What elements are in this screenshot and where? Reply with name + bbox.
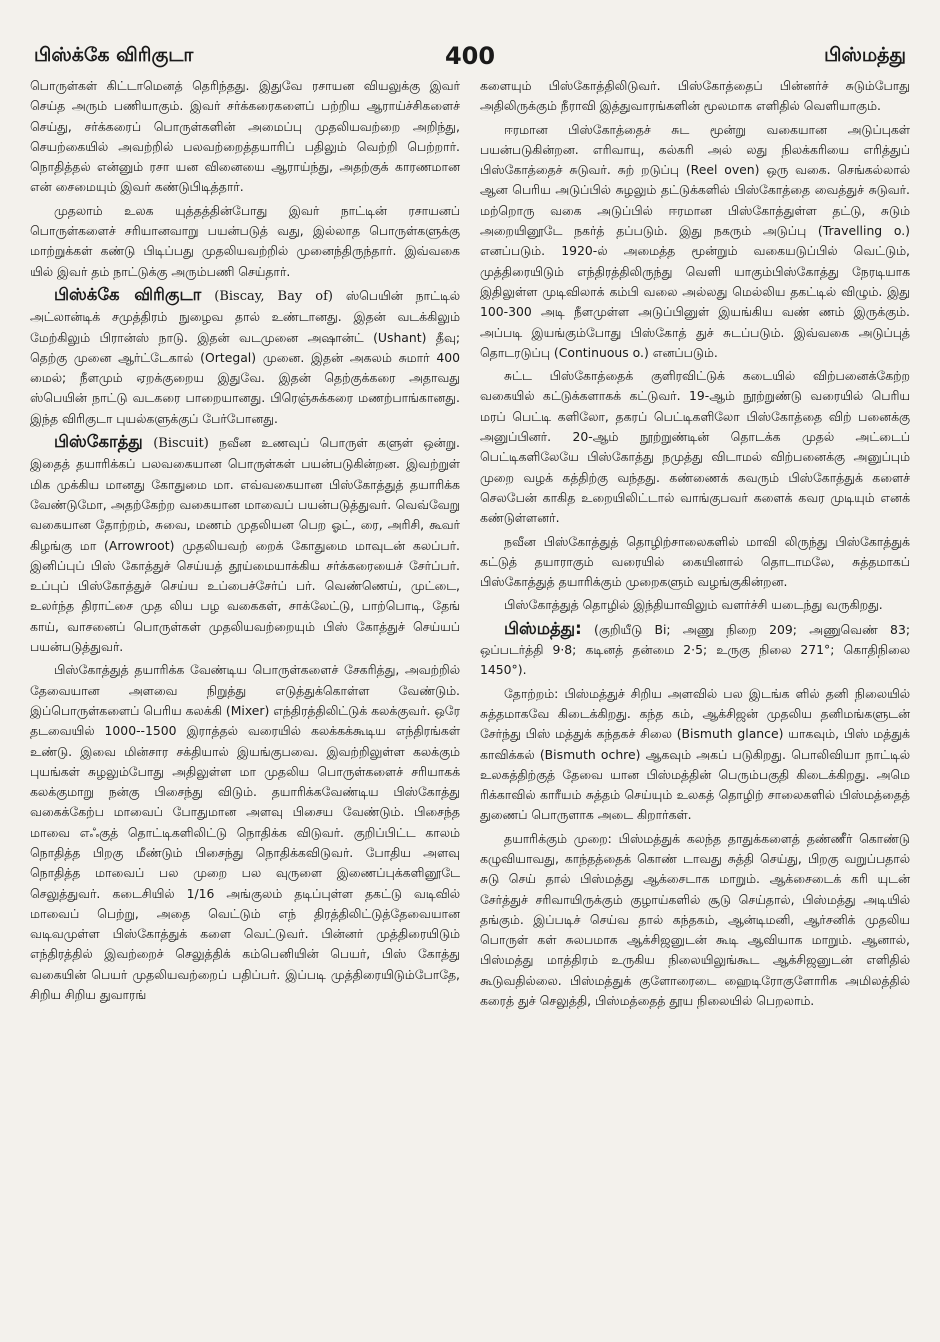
entry-latin-name: (Biscay, Bay of) bbox=[201, 288, 333, 304]
entry-bismuth bbox=[480, 619, 910, 681]
entry-text: (குறியீடு Bi; அணு நிறை 209; அணுவெண் 83; ஒப்படர்த்தி 9·8; கடினத் தன்மை 2·5; உருகு நிலை 271°; கொதிநிலை 1450°). bbox=[480, 621, 910, 678]
paragraph: முதலாம் உலக யுத்தத்தின்போது இவர் நாட்டின் ரசாயனப் பொருள்களைச் சரியானவாறு பயன்படுத் வது, இல்லாத பொருள்களுக்கு மாற்றுக்கள் கண்டு பிடிப்பது முதலியவற்றில் முனைந்திருந்தார். இவ்வகை யில் இவர் தம் நாட்டுக்கு அரும்பணி செய்தார். bbox=[30, 202, 460, 279]
entry-biscuit bbox=[30, 432, 460, 657]
entry-text: நவீன உணவுப் பொருள் களுள் ஒன்று. இதைத் தயாரிக்கப் பலவகையான பொருள்கள் பயன்படுகின்றன. இவற்றுள் மிக முக்கிய மானது கோதுமை மா. எவ்வகையான பிஸ்கோத்துத் தயாரிக்க வேண்டுமோ, அதற்கேற்ற வகையான மாவைப் பயன்படுத்துவர். வெவ்வேறு வகையான தோற்றம், சுவை, மணம் முதலியன பெற ஓட், ரை, அரிசி, கூவர் கிழங்கு மா (Arrowroot) முதலியவற் றைக் கோதுமை மாவுடன் கலப்பர். இனிப்புப் பிஸ் கோத்துச் செய்யத் தூய்மையாக்கிய சர்க்கரையைச் சேர்ப்பர். உப்புப் பிஸ்கோத்துச் செய்ய உப்பைச்சேர்ப் பர். வெண்ணெய், முட்டை, உலர்ந்த திராட்சை முத லிய பழ வகைகள், சாக்லேட்டு, பாற்பொடி, தேங் காய், வாசனைப் பொருள்கள் முதலியவற்றையும் பிஸ் கோத்துச் செய்யப் பயன்படுத்துவர். bbox=[30, 435, 460, 655]
header-right-title: பிஸ்மத்து bbox=[824, 44, 906, 66]
paragraph: தயாரிக்கும் முறை: பிஸ்மத்துக் கலந்த தாதுக்களைத் தண்ணீர் கொண்டு கழுவியாவது, காந்தத்தைக் கொண் டாவது சுத்தி செய்து, பிறகு வறுப்பதால் சுடு செய் தால் பிஸ்மத்து ஆக்சைடாக மாறும். ஆக்சைடைக் கரி யுடன் சேர்த்துச் சரிவாயிருக்கும் குழாய்களில் சூடு செய்தால், பிஸ்மத்து அடியில் தங்கும். இப்படிச் செய்வ தால் கந்தகம், ஆன்டிமனி, ஆர்சனிக் முதலிய பொருள் கள் சுலபமாக ஆக்சிஜனுடன் கூடி ஆவியாக மாறும். ஆனால், பிஸ்மத்து மாத்திரம் உருகிய நிலையிலுங்கூட ஆக்சிஜனுடன் எளிதில் கூடுவதில்லை. பிஸ்மத்துக் குளோரைடை ஹைடிரோகுளோரிக அமிலத்தில் கரைத் துச் செலுத்தி, பிஸ்மத்தைத் தூய நிலையில் பெறலாம். bbox=[480, 830, 910, 1009]
paragraph: சுட்ட பிஸ்கோத்தைக் குளிரவிட்டுக் கடையில் விற்பனைக்கேற்ற வகையில் கட்டுக்களாகக் கட்டுவர். 19-ஆம் நூற்றுண்டு வரையில் பெரிய மரப் பெட்டி களிலோ, தகரப் பெட்டிகளிலோ பிஸ்கோத்தை விற் பனைக்கு அனுப்பினர். 20-ஆம் நூற்றுண்டின் தொடக்க முதல் அட்டைப் பெட்டிகளிலேயே பிஸ்கோத்து நமுத்து விடாமல் விற்பனைக்கு அனுப்பும் முறை வழக் கத்திற்கு வந்தது. கண்ணைக் கவரும் பிஸ்கோத்துக் களைச் செலபேன் காகித உறையிலிட்டால் வாங்குபவர் களைக் கவர முடியும் எனக் கண்டுள்ளனர். bbox=[480, 368, 910, 526]
entry-heading: பிஸ்க்கே விரிகுடா bbox=[54, 284, 202, 304]
paragraph: பொருள்கள் கிட்டாமெனத் தெரிந்தது. இதுவே ரசாயன வியலுக்கு இவர் செய்த அரும் பணியாகும். இவர் சர்க்கரைகளைப் பற்றிய ஆராய்ச்சிகளைச் செய்து, சர்க்கரைப் பொருள்களின் அமைப்பு முதலியவற்றை அறிந்து, செயற்கையில் அவற்றில் பலவற்றைத்தயாரிப் பதிலும் வெற்றி பெற்றார். நொதித்தல் என்னும் ரசா யன வினையை ஆராய்ந்து, அதற்குக் காரணமான என் சைமையும் இவர் கண்டுபிடித்தார். bbox=[30, 78, 460, 195]
page-header bbox=[30, 28, 910, 74]
right-column bbox=[480, 76, 910, 1014]
entry-biscay bbox=[30, 285, 460, 429]
two-column-body bbox=[30, 76, 910, 1014]
entry-latin-name: (Biscuit) bbox=[142, 436, 209, 452]
paragraph: பிஸ்கோத்துத் தொழில் இந்தியாவிலும் வளர்ச்சி யடைந்து வருகிறது. bbox=[504, 597, 883, 613]
paragraph: களையும் பிஸ்கோத்திலிடுவர். பிஸ்கோத்தைப் பின்னர்ச் சுடும்போது அதிலிருக்கும் நீராவி இத்துவாரங்களின் மூலமாக எளிதில் வெளியாகும். bbox=[480, 78, 910, 114]
entry-heading: பிஸ்கோத்து bbox=[54, 432, 143, 452]
page-number: 400 bbox=[444, 42, 496, 70]
paragraph: ஈரமான பிஸ்கோத்தைச் சுட மூன்று வகையான அடுப்புகள் பயன்படுகின்றன. எரிவாயு, கல்கரி அல் லது நிலக்கரியை எரித்துப் பிஸ்கோத்தைச் சுடுவர். சுற் றடுப்பு (Reel oven) ஒரு வகை. செங்கல்லால் ஆன பெரிய அடுப்பில் சுழலும் தட்டுக்களில் பிஸ்கோத்தை வைத்துச் சுடுவர். மற்றொரு வகை அடுப்பில் ஈரமான பிஸ்கோத்துள்ள தட்டு, சுடும் அறையினூடே நகர்த் தப்படும். இது நகரும் அடுப்பு (Travelling o.) எனப்படும். 1920-ல் அமைத்த மூன்றும் வகையடுப்பில் வெட்டும், முத்திரையிடும் எந்திரத்திலிருந்து வெளி யாகும்பிஸ்கோத்து நேரடியாக இதிலுள்ள முடிவிலாக் கம்பி வலை அல்லது மெல்லிய தகட்டில் விழும். இது 100-300 அடி நீளமுள்ள அடுப்பினுள் இயங்கிய வண் ணம் இருக்கும். அப்படி இயங்கும்போது பிஸ்கோத் துச் சுடப்படும். இவ்வகை அடுப்புத் தொடரடுப்பு (Continuous o.) எனப்படும். bbox=[480, 121, 910, 360]
paragraph: நவீன பிஸ்கோத்துத் தொழிற்சாலைகளில் மாவி லிருந்து பிஸ்கோத்துக் கட்டுத் தயாராகும் வரையில் கையினால் தொடாமலே, சுத்தமாகப் பிஸ்கோத்துத் தயாரிக்கும் முறைகளும் வழங்குகின்றன. bbox=[480, 533, 910, 590]
entry-text: ஸ்பெயின் நாட்டில் அட்லான்டிக் சமுத்திரம் நுழைவ தால் உண்டானது. இதன் வடக்கிலும் மேற்கிலும் பிரான்ஸ் நாடு. இதன் வடமுனை அஷான்ட் (Ushant) தீவு; தெற்கு முனை ஆர்ட்டேகால் (Ortegal) முனை. இதன் அகலம் சுமார் 400 மைல்; நீளமும் ஏறக்குறைய இதுவே. இதன் தெற்குக்கரை அதாவது ஸ்பெயின் நாட்டு வடகரை பாறையானது. பிரெஞ்சுக்கரை மணற்பாங்கானது. இந்த விரிகுடா புயல்களுக்குப் பேர்போனது. bbox=[30, 287, 461, 426]
header-left-title: பிஸ்க்கே விரிகுடா bbox=[34, 44, 194, 66]
left-column bbox=[30, 76, 460, 1014]
paragraph: பிஸ்கோத்துத் தயாரிக்க வேண்டிய பொருள்களைச் சேகரித்து, அவற்றில் தேவையான அளவை நிறுத்து எடுத்துக்கொள்ள வேண்டும். இப்பொருள்களைப் பெரிய கலக்கி (Mixer) எந்திரத்திலிட்டுக் கலக்குவர். ஒரே தடவையில் 1000--1500 இராத்தல் வரையில் கலக்கக்கூடிய எந்திரங்கள் உண்டு. இவை மின்சார சக்தியால் இயங்குபவை. இவற்றிலுள்ள கலக்கும் புயங்கள் சுழலும்போது அதிலுள்ள மா முதலிய பொருள்களைச் சரியாகக் கலக்குமாறு நன்கு பிசைந்து விடும். தயாரிக்கவேண்டிய பிஸ்கோத்து வகைக்கேற்ப மாவைப் போதுமான அளவு பிசைய வேண்டும். பிசைந்த மாவை எஃகுத் தொட்டிகளிலிட்டு நொதிக்க விடுவர். குறிப்பிட்ட காலம் நொதித்த பிறகு மீண்டும் பிசைந்து நொதிக்கவிடுவர். போதிய அளவு நொதித்த மாவைப் பல முறை பல வுருளை இணைப்புக்களினூடே செலுத்துவர். கடைசியில் 1/16 அங்குலம் தடிப்புள்ள தகட்டு வடிவில் மாவைப் பெற்று, அதை வெட்டும் எந் திரத்திலிட்டுத்தேவையான வடிவமுள்ள பிஸ்கோத்துக் களை வெட்டுவர். பின்னர் முத்திரையிடும் எந்திரத்தில் இவற்றைச் செலுத்திக் கம்பெனியின் பெயர், பிஸ் கோத்து வகையின் பெயர் முதலியவற்றைப் பதிப்பர். இப்படி முத்திரையிடும்போதே, சிறிய சிறிய துவாரங் bbox=[30, 662, 460, 1003]
paragraph: தோற்றம்: பிஸ்மத்துச் சிறிய அளவில் பல இடங்க ளில் தனி நிலையில் சுத்தமாகவே கிடைக்கிறது. கந்த கம், ஆக்சிஜன் முதலிய தனிமங்களுடன் சேர்ந்து பிஸ் மத்துக் கந்தகச் சிலை (Bismuth glance) யாகவும், பிஸ் மத்துக் காவிக்கல் (Bismuth ochre) ஆகவும் அகப் படுகிறது. பொலிவியா நாட்டில் உலகத்திற்குத் தேவை யான பிஸ்மத்தின் பெரும்பகுதி கிடைக்கிறது. அமெ ரிக்காவில் காரீயம் சுத்தம் செய்யும் உலகத் தொழிற் சாலைகளில் பிஸ்மத்தைத் துணைப் பொருளாக அடை கிறார்கள். bbox=[480, 685, 910, 823]
entry-heading: பிஸ்மத்து: bbox=[504, 618, 582, 638]
